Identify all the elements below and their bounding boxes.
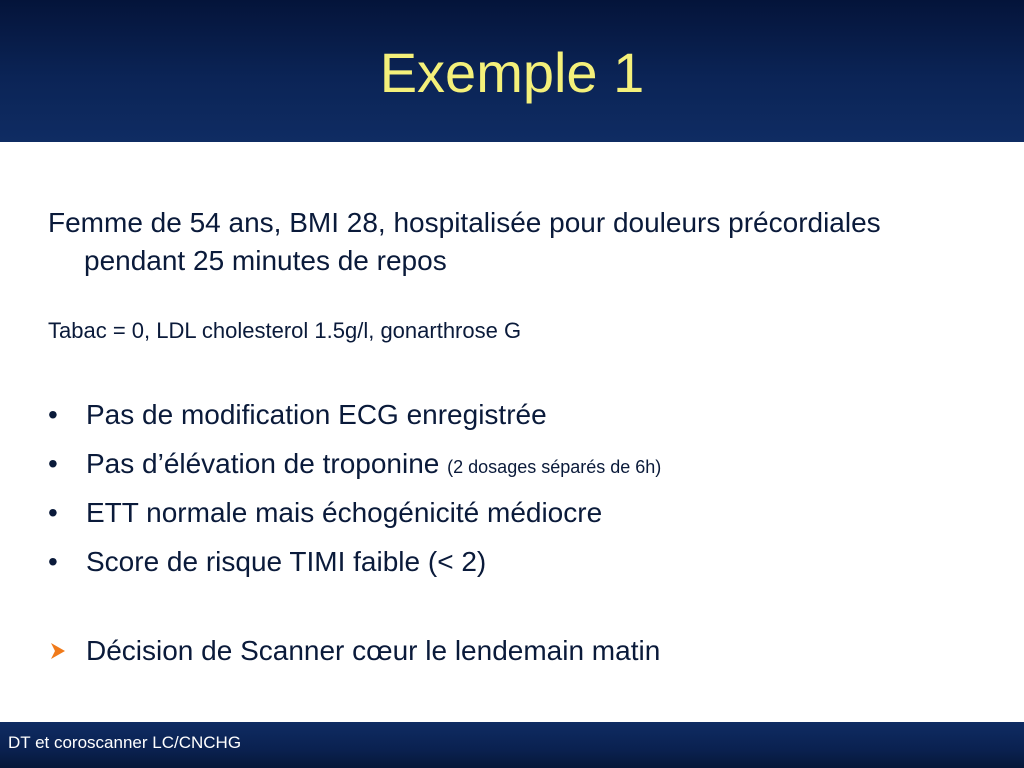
finding-text: Score de risque TIMI faible (< 2) (86, 546, 487, 577)
patient-facts: Tabac = 0, LDL cholesterol 1.5g/l, gonarthrose G (48, 318, 522, 343)
arrow-right-icon (50, 642, 66, 660)
slide-header (0, 0, 1024, 142)
footer-text: DT et coroscanner LC/CNCHG (8, 733, 242, 752)
slide-content (48, 204, 988, 670)
list-item (48, 441, 988, 490)
slide-title: Exemple 1 (379, 41, 645, 104)
list-item (48, 539, 988, 588)
finding-note: (2 dosages séparés de 6h) (447, 457, 662, 477)
decision-text: Décision de Scanner cœur le lendemain matin (86, 635, 661, 666)
bullet-icon: • (48, 497, 58, 528)
slide-footer (0, 722, 1024, 768)
list-item (48, 392, 988, 441)
list-item (48, 490, 988, 539)
finding-text: Pas de modification ECG enregistrée (86, 399, 547, 430)
patient-intro: Femme de 54 ans, BMI 28, hospitalisée pour douleurs précordiales pendant 25 minutes de repos (48, 207, 881, 276)
bullet-icon: • (48, 448, 58, 479)
decision-item (48, 632, 988, 670)
finding-text: ETT normale mais échogénicité médiocre (86, 497, 603, 528)
bullet-icon: • (48, 546, 58, 577)
finding-text: Pas d’élévation de troponine (86, 448, 448, 479)
findings-list (48, 392, 988, 588)
bullet-icon: • (48, 399, 58, 430)
